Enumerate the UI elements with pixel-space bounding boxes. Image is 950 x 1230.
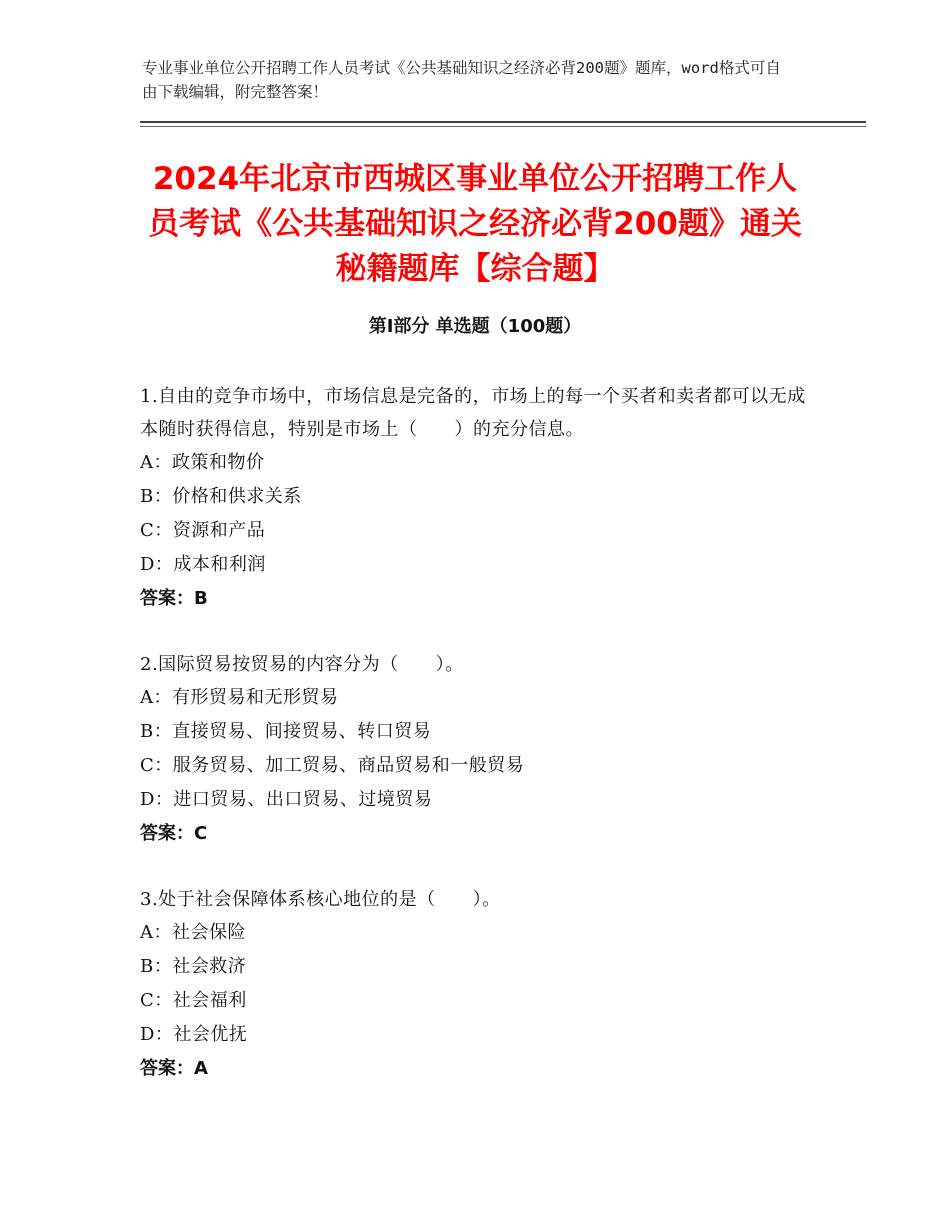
answer-label: 答案：A [140,1058,208,1079]
option-b: B：社会救济 [140,956,247,977]
answer-label: 答案：C [140,823,208,844]
header-divider-thick [140,121,866,123]
question-3 [140,883,820,1086]
option-d: D：社会优抚 [140,1024,248,1045]
question-stem: 1.自由的竞争市场中，市场信息是完备的，市场上的每一个买者和卖者都可以无成本随时获得信息，特别是市场上（ ）的充分信息。 [140,386,806,440]
answer-label: 答案：B [140,588,208,609]
option-b: B：直接贸易、间接贸易、转口贸易 [140,721,432,742]
option-d: D：成本和利润 [140,554,266,575]
header-note: 专业事业单位公开招聘工作人员考试《公共基础知识之经济必背200题》题库，word格式可自由下载编辑，附完整答案！ [142,59,781,101]
option-c: C：社会福利 [140,990,247,1011]
option-c: C：资源和产品 [140,520,266,541]
question-stem: 2.国际贸易按贸易的内容分为（ ）。 [140,654,464,675]
header-divider-thin [140,126,866,127]
option-d: D：进口贸易、出口贸易、过境贸易 [140,789,433,810]
question-stem: 3.处于社会保障体系核心地位的是（ ）。 [140,889,501,910]
option-a: A：社会保险 [140,922,246,943]
option-c: C：服务贸易、加工贸易、商品贸易和一般贸易 [140,755,525,776]
option-a: A：政策和物价 [140,452,265,473]
document-title: 2024年北京市西城区事业单位公开招聘工作人员考试《公共基础知识之经济必背200题》通关秘籍题库【综合题】 [148,161,802,287]
section-heading: 第I部分 单选题（100题） [368,316,582,337]
question-1 [140,380,820,616]
question-list [140,380,820,1118]
option-a: A：有形贸易和无形贸易 [140,687,339,708]
question-2 [140,648,820,851]
option-b: B：价格和供求关系 [140,486,302,507]
